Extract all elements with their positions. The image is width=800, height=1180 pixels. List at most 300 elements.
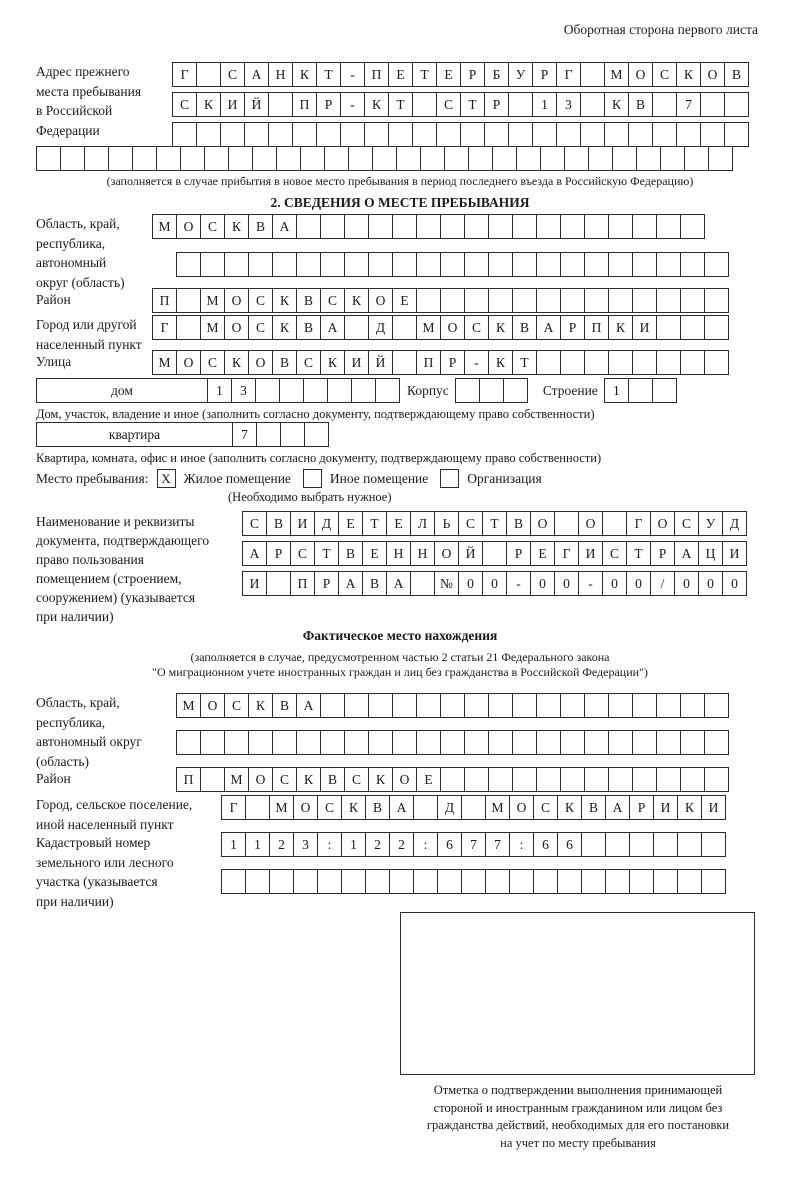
cell[interactable]	[536, 252, 561, 277]
cell[interactable]	[440, 288, 465, 313]
cell[interactable]: 1	[221, 832, 246, 857]
cell[interactable]: 1	[532, 92, 557, 117]
cell[interactable]	[580, 122, 605, 147]
cell[interactable]	[556, 122, 581, 147]
cell[interactable]	[656, 350, 681, 375]
cell[interactable]	[293, 869, 318, 894]
cell[interactable]: С	[220, 62, 245, 87]
cell[interactable]: И	[578, 541, 603, 566]
cell[interactable]: К	[341, 795, 366, 820]
cell[interactable]: 1	[604, 378, 629, 403]
cell[interactable]: К	[557, 795, 582, 820]
cell[interactable]: К	[248, 693, 273, 718]
cell[interactable]	[368, 252, 393, 277]
cell[interactable]	[266, 571, 291, 596]
cell[interactable]: И	[653, 795, 678, 820]
cell[interactable]	[248, 252, 273, 277]
cell[interactable]: К	[272, 288, 297, 313]
cell[interactable]	[629, 869, 654, 894]
cell[interactable]: Д	[314, 511, 339, 536]
cell[interactable]: :	[413, 832, 438, 857]
cell[interactable]: О	[200, 693, 225, 718]
region-row-1[interactable]	[152, 214, 704, 239]
cell[interactable]	[245, 795, 270, 820]
cell[interactable]: М	[224, 767, 249, 792]
cell[interactable]: К	[368, 767, 393, 792]
cell[interactable]	[560, 730, 585, 755]
cadastral-row-2[interactable]	[221, 869, 725, 894]
cell[interactable]	[704, 693, 729, 718]
cell[interactable]	[533, 869, 558, 894]
cell[interactable]: Р	[440, 350, 465, 375]
cell[interactable]: Р	[460, 62, 485, 87]
cell[interactable]	[416, 214, 441, 239]
cell[interactable]	[256, 422, 281, 447]
cell[interactable]	[632, 214, 657, 239]
cell[interactable]	[724, 92, 749, 117]
cell[interactable]: А	[605, 795, 630, 820]
cell[interactable]	[348, 146, 373, 171]
cell[interactable]	[656, 730, 681, 755]
cell[interactable]	[176, 288, 201, 313]
cell[interactable]	[557, 869, 582, 894]
cell[interactable]	[652, 92, 677, 117]
cell[interactable]: А	[244, 62, 269, 87]
cell[interactable]: Р	[266, 541, 291, 566]
cell[interactable]	[536, 288, 561, 313]
cell[interactable]	[461, 869, 486, 894]
flat-cells[interactable]	[232, 422, 328, 447]
cell[interactable]	[680, 350, 705, 375]
cell[interactable]: А	[320, 315, 345, 340]
cell[interactable]: В	[724, 62, 749, 87]
cell[interactable]: 6	[557, 832, 582, 857]
cell[interactable]	[584, 288, 609, 313]
cell[interactable]: :	[317, 832, 342, 857]
cell[interactable]	[276, 146, 301, 171]
cell[interactable]: А	[338, 571, 363, 596]
cell[interactable]	[724, 122, 749, 147]
cell[interactable]	[677, 869, 702, 894]
cell[interactable]: 3	[293, 832, 318, 857]
cell[interactable]	[268, 92, 293, 117]
cell[interactable]	[200, 252, 225, 277]
cell[interactable]: №	[434, 571, 459, 596]
cell[interactable]	[372, 146, 397, 171]
cell[interactable]	[368, 693, 393, 718]
cell[interactable]: Й	[244, 92, 269, 117]
cell[interactable]: В	[320, 767, 345, 792]
cell[interactable]: В	[628, 92, 653, 117]
cell[interactable]: 0	[722, 571, 747, 596]
cell[interactable]: К	[296, 767, 321, 792]
cadastral-row-1[interactable]	[221, 832, 725, 857]
cell[interactable]: М	[152, 350, 177, 375]
cell[interactable]: Г	[152, 315, 177, 340]
cell[interactable]: С	[320, 288, 345, 313]
cell[interactable]: С	[200, 350, 225, 375]
cell[interactable]	[296, 214, 321, 239]
cell[interactable]	[512, 693, 537, 718]
document-row-1[interactable]	[242, 511, 746, 536]
cell[interactable]	[375, 378, 400, 403]
cell[interactable]	[656, 252, 681, 277]
checkbox-organization[interactable]	[440, 469, 459, 488]
cell[interactable]	[413, 869, 438, 894]
cell[interactable]	[488, 693, 513, 718]
cell[interactable]	[584, 730, 609, 755]
district-cells[interactable]	[152, 288, 728, 313]
cell[interactable]: 7	[485, 832, 510, 857]
cell[interactable]	[296, 730, 321, 755]
cell[interactable]: 0	[626, 571, 651, 596]
cell[interactable]	[536, 350, 561, 375]
cell[interactable]: С	[674, 511, 699, 536]
cell[interactable]	[320, 693, 345, 718]
document-row-2[interactable]	[242, 541, 746, 566]
cell[interactable]	[228, 146, 253, 171]
cell[interactable]: О	[700, 62, 725, 87]
cell[interactable]: 6	[533, 832, 558, 857]
place-type-row[interactable]	[36, 469, 542, 489]
cell[interactable]: Т	[460, 92, 485, 117]
cell[interactable]	[292, 122, 317, 147]
cell[interactable]	[416, 288, 441, 313]
cell[interactable]: Е	[338, 511, 363, 536]
cell[interactable]	[608, 730, 633, 755]
cell[interactable]	[464, 288, 489, 313]
cell[interactable]	[392, 350, 417, 375]
cell[interactable]	[536, 214, 561, 239]
cell[interactable]	[416, 730, 441, 755]
cell[interactable]: Р	[314, 571, 339, 596]
cell[interactable]	[488, 767, 513, 792]
korpus-cells[interactable]	[455, 378, 527, 403]
cell[interactable]: В	[272, 693, 297, 718]
actual-district-cells[interactable]	[176, 767, 728, 792]
cell[interactable]	[444, 146, 469, 171]
cell[interactable]: Т	[626, 541, 651, 566]
cell[interactable]: Д	[368, 315, 393, 340]
cell[interactable]	[584, 693, 609, 718]
cell[interactable]	[508, 122, 533, 147]
cell[interactable]	[628, 378, 653, 403]
cell[interactable]: И	[290, 511, 315, 536]
cell[interactable]: К	[224, 214, 249, 239]
cell[interactable]: П	[292, 92, 317, 117]
cell[interactable]: У	[508, 62, 533, 87]
cell[interactable]: С	[436, 92, 461, 117]
cell[interactable]: И	[701, 795, 726, 820]
cell[interactable]: А	[296, 693, 321, 718]
cell[interactable]	[656, 214, 681, 239]
cell[interactable]	[410, 571, 435, 596]
cell[interactable]	[344, 252, 369, 277]
cell[interactable]: П	[152, 288, 177, 313]
cell[interactable]	[484, 122, 509, 147]
cell[interactable]: В	[581, 795, 606, 820]
cell[interactable]: С	[272, 767, 297, 792]
cell[interactable]	[464, 730, 489, 755]
cell[interactable]: К	[292, 62, 317, 87]
cell[interactable]	[652, 122, 677, 147]
cell[interactable]: К	[320, 350, 345, 375]
cell[interactable]	[196, 122, 221, 147]
cell[interactable]: -	[506, 571, 531, 596]
cell[interactable]	[368, 214, 393, 239]
cell[interactable]	[554, 511, 579, 536]
cell[interactable]	[602, 511, 627, 536]
cell[interactable]: С	[172, 92, 197, 117]
cell[interactable]: /	[650, 571, 675, 596]
cell[interactable]	[392, 730, 417, 755]
cell[interactable]	[584, 252, 609, 277]
cell[interactable]: Г	[221, 795, 246, 820]
cell[interactable]: Н	[268, 62, 293, 87]
prev-address-row-2[interactable]	[172, 92, 748, 117]
cell[interactable]	[512, 214, 537, 239]
cell[interactable]	[244, 122, 269, 147]
cell[interactable]: 1	[245, 832, 270, 857]
cell[interactable]: К	[344, 288, 369, 313]
cell[interactable]	[436, 122, 461, 147]
cell[interactable]	[221, 869, 246, 894]
cell[interactable]: 2	[389, 832, 414, 857]
cell[interactable]: В	[506, 511, 531, 536]
cell[interactable]: М	[176, 693, 201, 718]
cell[interactable]	[440, 767, 465, 792]
cell[interactable]: П	[290, 571, 315, 596]
cell[interactable]	[416, 252, 441, 277]
cell[interactable]	[512, 767, 537, 792]
cell[interactable]	[320, 214, 345, 239]
cell[interactable]	[680, 693, 705, 718]
cell[interactable]	[660, 146, 685, 171]
cell[interactable]	[580, 92, 605, 117]
cell[interactable]: К	[608, 315, 633, 340]
cell[interactable]: В	[272, 350, 297, 375]
cell[interactable]: К	[604, 92, 629, 117]
cell[interactable]: М	[416, 315, 441, 340]
cell[interactable]: 7	[232, 422, 257, 447]
region-row-2[interactable]	[176, 252, 728, 277]
cell[interactable]: О	[224, 315, 249, 340]
house-row[interactable]	[36, 378, 676, 403]
cell[interactable]	[605, 869, 630, 894]
cell[interactable]: К	[488, 315, 513, 340]
cell[interactable]	[324, 146, 349, 171]
cell[interactable]	[636, 146, 661, 171]
cell[interactable]	[344, 315, 369, 340]
cell[interactable]	[396, 146, 421, 171]
cell[interactable]: С	[290, 541, 315, 566]
cell[interactable]: В	[338, 541, 363, 566]
cell[interactable]	[272, 252, 297, 277]
cell[interactable]: Й	[458, 541, 483, 566]
cell[interactable]	[365, 869, 390, 894]
cell[interactable]	[60, 146, 85, 171]
cell[interactable]	[156, 146, 181, 171]
cell[interactable]: 1	[341, 832, 366, 857]
cell[interactable]	[224, 252, 249, 277]
cell[interactable]	[560, 214, 585, 239]
cell[interactable]: Л	[410, 511, 435, 536]
cell[interactable]	[628, 122, 653, 147]
cell[interactable]	[512, 730, 537, 755]
cell[interactable]	[416, 693, 441, 718]
cell[interactable]	[632, 288, 657, 313]
cell[interactable]	[344, 730, 369, 755]
cell[interactable]: О	[176, 350, 201, 375]
cell[interactable]: Й	[368, 350, 393, 375]
cell[interactable]: О	[530, 511, 555, 536]
cell[interactable]: Е	[530, 541, 555, 566]
cell[interactable]: А	[386, 571, 411, 596]
stamp-area[interactable]	[400, 912, 755, 1075]
cell[interactable]: О	[293, 795, 318, 820]
prev-address-row-4[interactable]	[36, 146, 732, 171]
cell[interactable]	[704, 767, 729, 792]
cell[interactable]	[704, 350, 729, 375]
cell[interactable]: 0	[458, 571, 483, 596]
cell[interactable]: В	[362, 571, 387, 596]
cell[interactable]	[392, 315, 417, 340]
cell[interactable]: Ц	[698, 541, 723, 566]
cell[interactable]	[485, 869, 510, 894]
cell[interactable]	[279, 378, 304, 403]
cell[interactable]: Е	[436, 62, 461, 87]
cell[interactable]: Е	[362, 541, 387, 566]
cell[interactable]	[656, 693, 681, 718]
cell[interactable]	[652, 378, 677, 403]
cell[interactable]: Д	[437, 795, 462, 820]
cell[interactable]	[440, 730, 465, 755]
cell[interactable]: Г	[556, 62, 581, 87]
cell[interactable]: Р	[506, 541, 531, 566]
cell[interactable]	[584, 767, 609, 792]
cell[interactable]	[680, 767, 705, 792]
cell[interactable]	[632, 767, 657, 792]
cell[interactable]: -	[578, 571, 603, 596]
cell[interactable]	[704, 288, 729, 313]
cell[interactable]: 0	[554, 571, 579, 596]
actual-region-row-2[interactable]	[176, 730, 728, 755]
cell[interactable]	[269, 869, 294, 894]
cell[interactable]	[536, 767, 561, 792]
cell[interactable]: Ь	[434, 511, 459, 536]
cell[interactable]: С	[248, 288, 273, 313]
cell[interactable]: 0	[698, 571, 723, 596]
cell[interactable]	[296, 252, 321, 277]
cell[interactable]	[580, 62, 605, 87]
cell[interactable]	[461, 795, 486, 820]
cell[interactable]	[581, 832, 606, 857]
cell[interactable]: О	[248, 767, 273, 792]
cell[interactable]: С	[248, 315, 273, 340]
cell[interactable]: Г	[172, 62, 197, 87]
cell[interactable]: 6	[437, 832, 462, 857]
cell[interactable]: А	[242, 541, 267, 566]
cell[interactable]: К	[676, 62, 701, 87]
cell[interactable]: А	[272, 214, 297, 239]
cell[interactable]	[656, 288, 681, 313]
checkbox-residential[interactable]: X	[157, 469, 176, 488]
cell[interactable]: Е	[416, 767, 441, 792]
cell[interactable]	[680, 288, 705, 313]
cell[interactable]: О	[224, 288, 249, 313]
cell[interactable]	[245, 869, 270, 894]
cell[interactable]	[632, 350, 657, 375]
cell[interactable]: Д	[722, 511, 747, 536]
cell[interactable]	[584, 350, 609, 375]
cell[interactable]	[468, 146, 493, 171]
cell[interactable]: О	[392, 767, 417, 792]
cell[interactable]: П	[364, 62, 389, 87]
cell[interactable]: Е	[386, 511, 411, 536]
cell[interactable]: В	[296, 315, 321, 340]
cell[interactable]: -	[340, 62, 365, 87]
stroenie-cells[interactable]	[604, 378, 676, 403]
cell[interactable]	[680, 252, 705, 277]
cell[interactable]	[464, 252, 489, 277]
cell[interactable]	[440, 252, 465, 277]
cell[interactable]	[676, 122, 701, 147]
cell[interactable]: П	[416, 350, 441, 375]
cell[interactable]	[581, 869, 606, 894]
cell[interactable]	[608, 767, 633, 792]
cell[interactable]	[492, 146, 517, 171]
cell[interactable]: Т	[482, 511, 507, 536]
cell[interactable]: М	[604, 62, 629, 87]
cell[interactable]: О	[248, 350, 273, 375]
cell[interactable]: М	[200, 288, 225, 313]
cell[interactable]	[327, 378, 352, 403]
cell[interactable]	[412, 92, 437, 117]
cell[interactable]: Т	[412, 62, 437, 87]
cell[interactable]: Р	[316, 92, 341, 117]
cell[interactable]: С	[200, 214, 225, 239]
cell[interactable]: В	[365, 795, 390, 820]
cell[interactable]	[516, 146, 541, 171]
cell[interactable]: Т	[388, 92, 413, 117]
cell[interactable]	[653, 832, 678, 857]
checkbox-other-premises[interactable]	[303, 469, 322, 488]
cell[interactable]: Г	[554, 541, 579, 566]
cell[interactable]	[588, 146, 613, 171]
cell[interactable]: И	[632, 315, 657, 340]
cell[interactable]	[560, 252, 585, 277]
cell[interactable]: Т	[362, 511, 387, 536]
cell[interactable]	[488, 252, 513, 277]
cell[interactable]: -	[340, 92, 365, 117]
cell[interactable]	[340, 122, 365, 147]
cell[interactable]	[180, 146, 205, 171]
cell[interactable]: Т	[512, 350, 537, 375]
cell[interactable]: С	[296, 350, 321, 375]
cell[interactable]: К	[488, 350, 513, 375]
cell[interactable]: О	[176, 214, 201, 239]
cell[interactable]: В	[296, 288, 321, 313]
cell[interactable]: И	[242, 571, 267, 596]
cell[interactable]	[200, 767, 225, 792]
cell[interactable]	[704, 315, 729, 340]
cell[interactable]: Т	[314, 541, 339, 566]
cell[interactable]	[108, 146, 133, 171]
cell[interactable]	[392, 693, 417, 718]
cell[interactable]: С	[602, 541, 627, 566]
cell[interactable]	[196, 62, 221, 87]
cell[interactable]	[420, 146, 445, 171]
